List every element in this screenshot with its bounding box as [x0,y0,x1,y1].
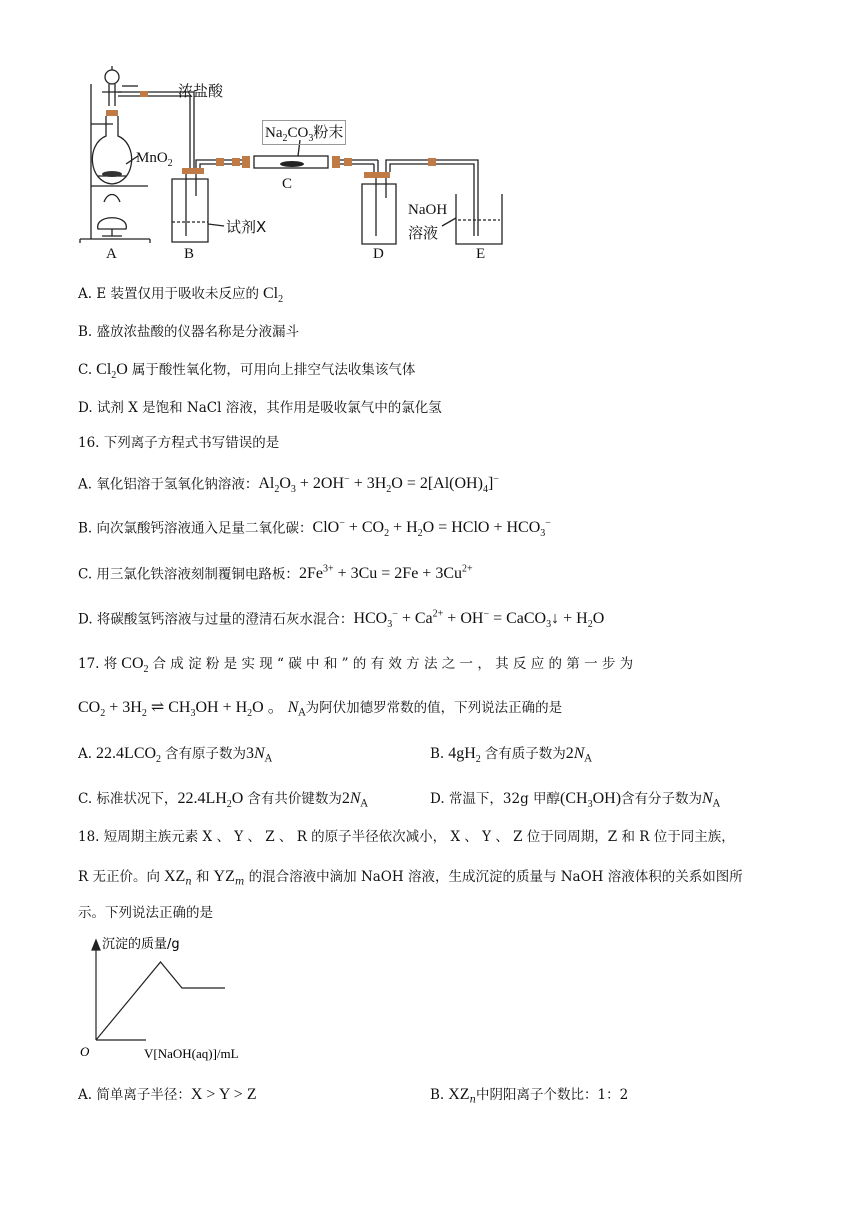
chart-series-line [96,962,225,1040]
q17-stem-line1: 17. 将 $CO_2$ 合 成 淀 粉 是 实 现 “ 碳 中 和 ” 的 有 效 方 法 之 一 ， 其 反 应 的 第 一 步 为 [78,655,634,676]
q15-option-b: B. 盛放浓盐酸的仪器名称是分液漏斗 [78,324,300,340]
q16-c-equation: $2Fe^{3+} + 3Cu = 2Fe + 3Cu^{2+}$ [298,564,473,583]
chart-origin: O [80,1044,90,1059]
q18-stem-line1: 18. 短周期主族元素 X 、 Y 、 Z 、 R 的原子半径依次减小， X 、 Y 、 Z 位于同周期，Z 和 R 位于同主族， [78,829,735,845]
apparatus-drawing [78,64,518,274]
label-reagent-x: 试剂X [226,218,267,236]
letter-b: B [184,246,195,262]
label-mno2: MnO$_2$ [136,150,173,169]
label-na2co3: $Na_2CO_3$粉末 [262,120,346,145]
q18-stem-line2: R 无正价。向 $XZ_n$ 和 $YZ_m$ 的混合溶液中滴加 NaOH 溶液，生成沉淀的质量与 NaOH 溶液体积的关系如图所 [78,868,743,888]
letter-e: E [476,246,486,262]
chart-xlabel: V[NaOH(aq)]/mL [144,1046,239,1061]
q17-option-a: A. $22.4LCO_2$ 含有原子数为$3N_A$ [78,745,272,766]
q18-option-b: B. $XZ_n$中阴阳离子个数比：1：2 [430,1086,629,1106]
label-c: C [282,176,293,192]
q16-option-c: C. 用三氯化铁溶液刻制覆铜电路板：$2Fe^{3+} + 3Cu = 2Fe + 3Cu^{2+}$ [78,564,473,583]
q16-b-equation: $ClO^- + CO_2 + H_2O$ = HClO + $HCO_3^-$ [312,518,551,540]
q18-option-a: A. 简单离子半径：X > Y > Z [78,1086,257,1103]
q15-option-c: C. $Cl_2O$ 属于酸性氧化物，可用向上排空气法收集该气体 [78,361,416,382]
label-naoh: NaOH [408,202,448,218]
powder-mark [280,161,304,167]
q16-option-b: B. 向次氯酸钙溶液通入足量二氧化碳：$ClO^- + CO_2 + H_2O$ = HClO + $HCO_3^-$ [78,518,551,540]
q15-option-d: D. 试剂 X 是饱和 NaCl 溶液，其作用是吸收氯气中的氯化氢 [78,400,442,416]
q16-d-equation: $HCO_3^- + Ca^{2+} + OH^-$ = CaCO$_3$↓ + $H_2O$ [353,609,605,631]
q17-option-d: D. 常温下，32g 甲醇$(CH_3OH)$含有分子数为$N_A$ [430,790,720,811]
q17-stem-line2: $CO_2 + 3H_2$ ⇌ $CH_3OH + H_2O$ 。 $N_A$为阿伏加德罗常数的值，下列说法正确的是 [78,699,563,720]
letter-a: A [106,246,117,262]
q16-stem: 16. 下列离子方程式书写错误的是 [78,435,280,451]
q18-stem-line3: 示。下列说法正确的是 [78,905,213,921]
chart-svg [76,936,296,1066]
apparatus-figure [78,64,518,274]
q17-option-c: C. 标准状况下，$22.4LH_2O$ 含有共价键数为$2N_A$ [78,790,368,811]
y-axis-arrow [92,940,100,950]
label-solution: 溶液 [408,224,439,242]
precipitate-chart [76,936,296,1066]
label-conc-hcl: 浓盐酸 [178,82,224,100]
q15-option-a: A. E 装置仅用于吸收未反应的 $Cl_2$ [78,285,284,306]
chart-ylabel: 沉淀的质量/g [102,937,180,952]
q17-reaction: $CO_2 + 3H_2$ ⇌ $CH_3OH + H_2O$ 。 [78,699,284,720]
q16-a-equation: $Al_2O_3 + 2OH^- + 3H_2O = 2[Al(OH)_4]^-$ [258,474,499,496]
q16-option-a: A. 氧化铝溶于氢氧化钠溶液：$Al_2O_3 + 2OH^- + 3H_2O = 2[Al(OH)_4]^-$ [78,474,499,496]
q16-option-d: D. 将碳酸氢钙溶液与过量的澄清石灰水混合：$HCO_3^- + Ca^{2+} + OH^-$ = CaCO$_3$↓ + $H_2O$ [78,609,605,631]
letter-d: D [373,246,384,262]
q17-option-b: B. $4gH_2$ 含有质子数为$2N_A$ [430,745,592,766]
